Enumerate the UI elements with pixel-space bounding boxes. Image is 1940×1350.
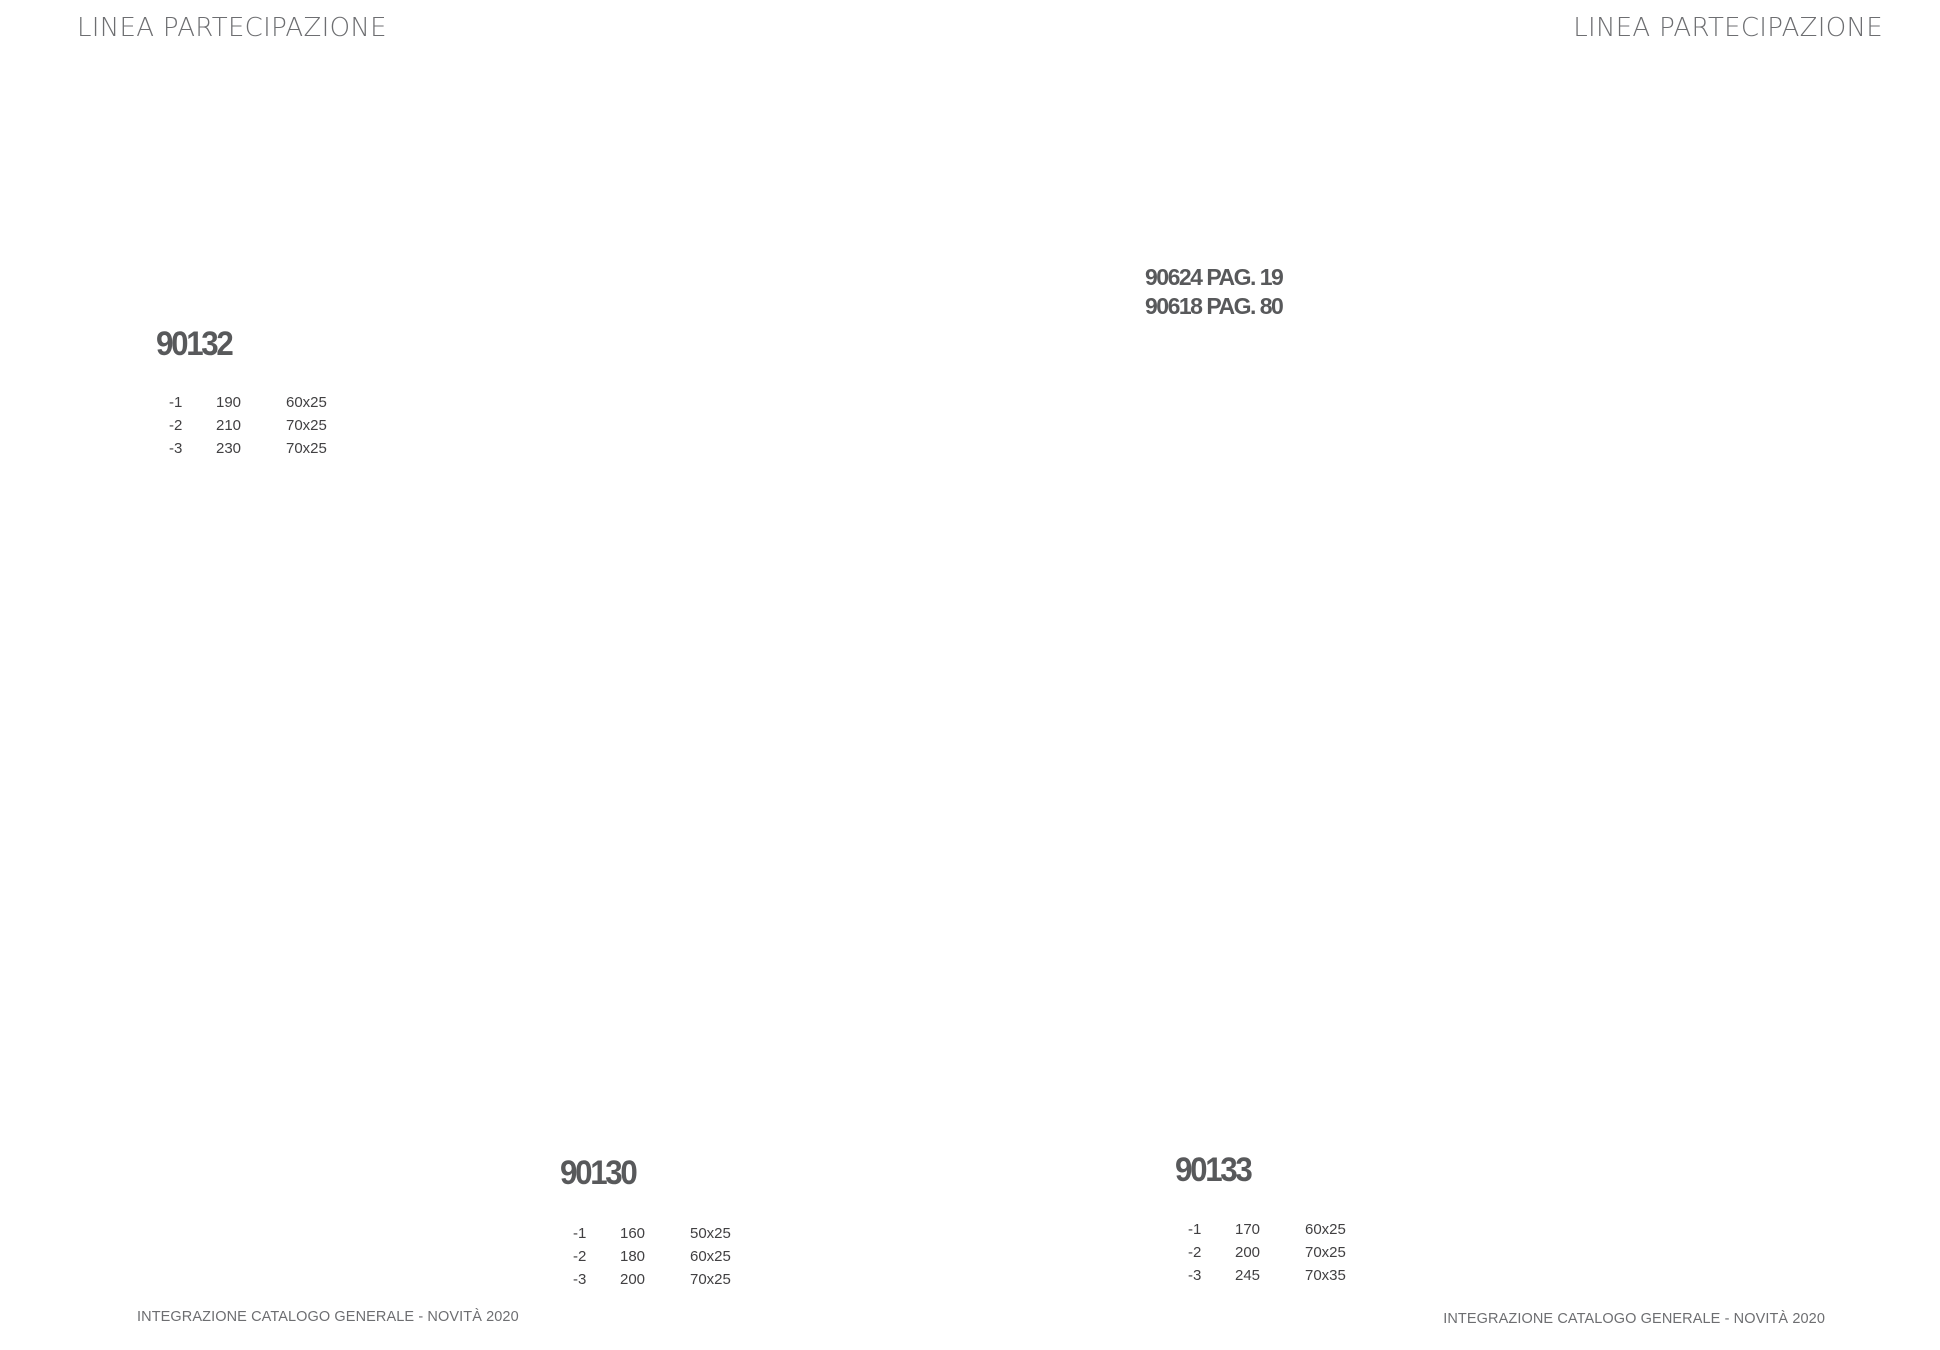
spec-variant: -3 <box>1188 1267 1202 1284</box>
spec-variant: -1 <box>573 1225 587 1242</box>
spec-size: 60x25 <box>690 1248 731 1265</box>
spec-length: 170 <box>1235 1221 1261 1238</box>
product-spec-table <box>169 391 346 460</box>
spec-length: 180 <box>620 1248 646 1265</box>
spec-length: 200 <box>1235 1244 1261 1261</box>
product-code: 90133 <box>1175 1151 1251 1189</box>
spec-row <box>1188 1264 1365 1287</box>
page-header-left: LINEA PARTECIPAZIONE <box>77 13 387 43</box>
spec-row <box>1188 1241 1365 1264</box>
reference-item: 90624 PAG. 19 <box>1145 264 1283 290</box>
page-header-right: LINEA PARTECIPAZIONE <box>1573 13 1883 43</box>
spec-length: 210 <box>216 417 242 434</box>
product-code: 90132 <box>156 325 232 363</box>
spec-variant: -2 <box>169 417 183 434</box>
reference-item: 90618 PAG. 80 <box>1145 293 1283 319</box>
spec-size: 70x25 <box>286 417 327 434</box>
spec-row <box>169 437 346 460</box>
spec-variant: -3 <box>169 440 183 457</box>
spec-size: 70x25 <box>690 1271 731 1288</box>
spec-variant: -2 <box>1188 1244 1202 1261</box>
spec-variant: -1 <box>1188 1221 1202 1238</box>
spec-size: 50x25 <box>690 1225 731 1242</box>
spec-length: 230 <box>216 440 242 457</box>
product-code: 90130 <box>560 1154 636 1192</box>
spec-length: 160 <box>620 1225 646 1242</box>
spec-variant: -1 <box>169 394 183 411</box>
spec-row <box>1188 1218 1365 1241</box>
page-footer-right: INTEGRAZIONE CATALOGO GENERALE - NOVITÀ 2020 <box>1443 1311 1825 1327</box>
spec-size: 70x35 <box>1305 1267 1346 1284</box>
spec-variant: -2 <box>573 1248 587 1265</box>
spec-row <box>573 1222 750 1245</box>
product-spec-table <box>573 1222 750 1291</box>
spec-length: 190 <box>216 394 242 411</box>
spec-length: 245 <box>1235 1267 1261 1284</box>
spec-size: 70x25 <box>1305 1244 1346 1261</box>
reference-list <box>1145 263 1282 321</box>
product-spec-table <box>1188 1218 1365 1287</box>
spec-row <box>573 1268 750 1291</box>
spec-row <box>573 1245 750 1268</box>
spec-length: 200 <box>620 1271 646 1288</box>
page-footer-left: INTEGRAZIONE CATALOGO GENERALE - NOVITÀ 2020 <box>137 1309 519 1325</box>
spec-row <box>169 414 346 437</box>
spec-size: 70x25 <box>286 440 327 457</box>
spec-variant: -3 <box>573 1271 587 1288</box>
spec-size: 60x25 <box>1305 1221 1346 1238</box>
spec-size: 60x25 <box>286 394 327 411</box>
spec-row <box>169 391 346 414</box>
